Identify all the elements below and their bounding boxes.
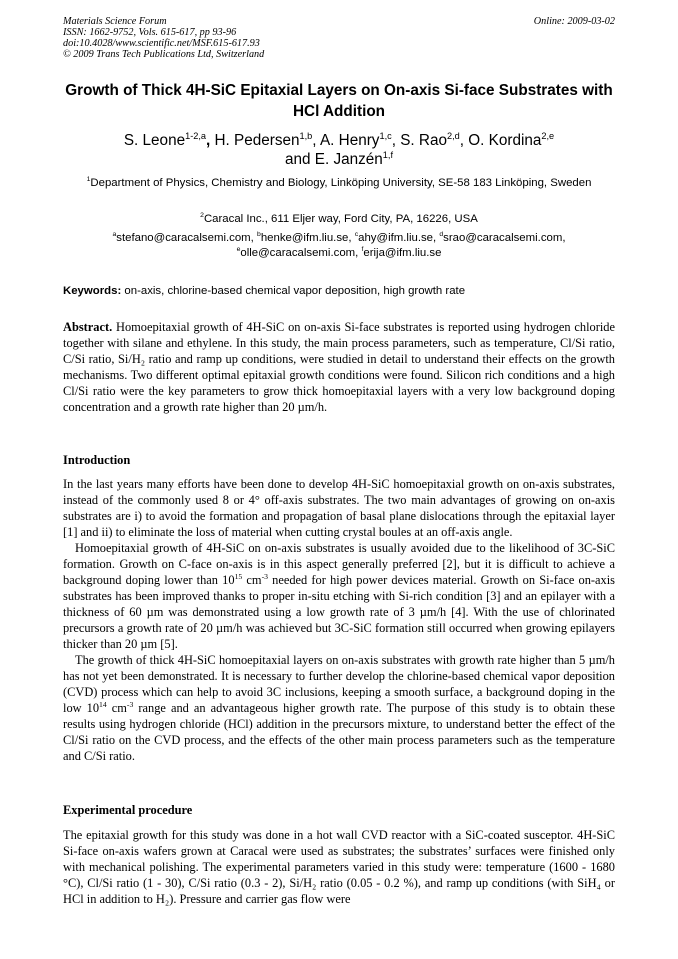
paragraph [63,540,615,652]
email-mark: a [112,231,117,239]
author-emails: $^a$stefano@caracalsemi.com, $^b$henke@ifm.liu.se, $^c$ahy@ifm.liu.se, $^d$srao@caracalsemi.com, $^e$olle@caracalsemi.com, $^f$erija@ifm.liu.se [112,231,566,259]
author-name: E. Janzén [314,151,383,168]
author-name: H. Pedersen [214,132,300,149]
exponent: 14 [99,699,107,709]
author-name: S. Leone [123,132,186,149]
exponent: -3 [261,571,268,581]
author-affiliation-mark: 1-2,a [185,130,206,141]
email-link[interactable]: ahy@ifm.liu.se [358,232,434,244]
affiliation-mark: 2 [200,212,204,220]
email-mark: c [354,231,359,239]
paper-title: Growth of Thick 4H-SiC Epitaxial Layers on On-axis Si-face Substrates with HCl Addition [65,82,613,120]
abstract-label: Abstract. [63,320,113,334]
paragraph-text: The growth of thick 4H-SiC homoepitaxial layers on on-axis substrates with growth rate higher than 5 µm/h has not yet been demonstrated. It is necessary to further develop the chlorine-based chemical vapor deposition (CVD) process which can help to avoid 3C inclusions, keeping a smooth surface, a background doping in the low 10 [63,653,615,715]
experimental-heading: Experimental procedure [63,803,193,817]
author-affiliation-mark: 2,e [541,130,555,141]
email-link[interactable]: henke@ifm.liu.se [260,232,349,244]
author-name: S. Rao [400,132,447,149]
email-mark: e [236,246,241,254]
paragraph [63,652,615,764]
email-mark: d [439,231,444,239]
journal-name: Materials Science Forum [63,16,167,27]
keywords-text: on-axis, chlorine-based chemical vapor deposition, high growth rate [124,285,466,297]
author-name: O. Kordina [468,132,542,149]
paragraph-text: cm [106,701,127,715]
author-name: A. Henry [319,132,380,149]
paragraph: In the last years many efforts have been done to develop 4H-SiC homoepitaxial growth on on-axis substrates, instead of the commonly used 8 or 4° off-axis substrates. The two main advantages of growing on on-axis substrates are i) to avoid the formation and propagation of basal plane dislocations through the epitaxial layer [1] and ii) to eliminate the loss of material when cutting crystal boules at an off-axis angle. [63,477,615,539]
exponent: -3 [126,699,134,709]
abstract-text: Homoepitaxial growth of 4H-SiC on on-axis Si-face substrates is reported using hydrogen chloride together with silane and ethylene. In this study, the main process parameters, such as temperature, Cl/Si ratio, C/Si ratio, Si/H₂ ratio and ramp up conditions, were studied in detail to understand their effects on the growth mechanisms. Two different optimal epitaxial growth conditions were found. Silicon rich conditions and a high Cl/Si ratio were the key parameters to grow thick homoepitaxial layers with a very low background doping concentration and a growth rate higher than 20 µm/h. [63,320,615,414]
introduction-body [63,476,615,764]
paragraph-text: needed for high power devices material. Growth on Si-face on-axis substrates has been improved thanks to proper in-situ etching with Si-rich condition [3] and an epilayer with a thickness of 60 µm was demonstrated using a low growth rate of 3 µm/h [4]. With the use of chlorinated precursors a growth rate of 20 µm/h was achieved but 3C-SiC formation still occurred when growing epilayers thicker than 20 µm [5]. [63,573,615,651]
email-mark: b [257,231,261,239]
author-affiliation-mark: 2,d [446,130,460,141]
paragraph-text: range and an advantageous higher growth rate. The purpose of this study is to obtain these results using hydrogen chloride (HCl) addition in the precursors mixture, to understand better the effect of the Cl/Si ratio on the CVD process, and the effects of the other main process parameters such as the temperature and C/Si ratio. [63,701,615,763]
paragraph-text: cm [242,573,262,587]
author-list: S. Leone$^{1-2,a}$, H. Pedersen$^{1,b}$, A. Henry$^{1,c}$, S. Rao$^{2,d}$, O. Kordina$^{2,e}$ and E. Janzén$^{1,f}$ [123,130,555,168]
keywords-label: Keywords: [63,285,122,297]
author-affiliation-mark: 1,b [299,130,313,141]
keywords [63,284,615,299]
online-date: Online: 2009-03-02 [533,16,615,27]
affiliation-mark: 1 [86,176,91,184]
affiliation-1 [63,175,615,192]
affiliation-text: Department of Physics, Chemistry and Biology, Linköping University, SE-58 183 Linköping, Sweden [90,177,592,189]
journal-issn: ISSN: 1662-9752, Vols. 615-617, pp 93-96 [63,27,237,38]
experimental-body [63,827,615,907]
author-affiliation-mark: 1,c [379,130,392,141]
abstract [63,319,615,415]
email-link[interactable]: srao@caracalsemi.com [443,232,563,244]
email-link[interactable]: olle@caracalsemi.com [240,247,356,259]
journal-copyright: © 2009 Trans Tech Publications Ltd, Switzerland [63,49,265,60]
paragraph-text: Homoepitaxial growth of 4H-SiC on on-axis substrates is usually avoided due to the likelihood of 3C-SiC formation. Growth on C-face on-axis is in this aspect generally preferred [2], but it is difficult to achieve a background doping lower than 10 [63,541,615,587]
exponent: 15 [234,571,243,581]
affiliation-2 [63,211,615,228]
author-affiliation-mark: 1,f [382,149,393,160]
journal-doi: doi:10.4028/www.scientific.net/MSF.615-617.93 [63,38,260,49]
affiliation-text: Caracal Inc., 611 Eljer way, Ford City, PA, 16226, USA [203,213,478,225]
paragraph: The epitaxial growth for this study was done in a hot wall CVD reactor with a SiC-coated susceptor. 4H-SiC Si-face on-axis wafers grown at Caracal were used as substrates; the substrates’ surfaces were finished only with mechanical polishing. The experimental parameters varied in this study were: temperature (1600 - 1680 °C), Cl/Si ratio (1 - 30), C/Si ratio (0.3 - 2), Si/H₂ ratio (0.05 - 0.2 %), and ramp up conditions (with SiH₄ or HCl in addition to H₂). Pressure and carrier gas flow were [63,828,615,906]
introduction-heading: Introduction [63,453,131,467]
email-mark: f [361,246,364,254]
email-link[interactable]: erija@ifm.liu.se [363,247,442,259]
author-and: and [284,151,311,168]
journal-header [63,16,615,60]
email-link[interactable]: stefano@caracalsemi.com [116,232,251,244]
